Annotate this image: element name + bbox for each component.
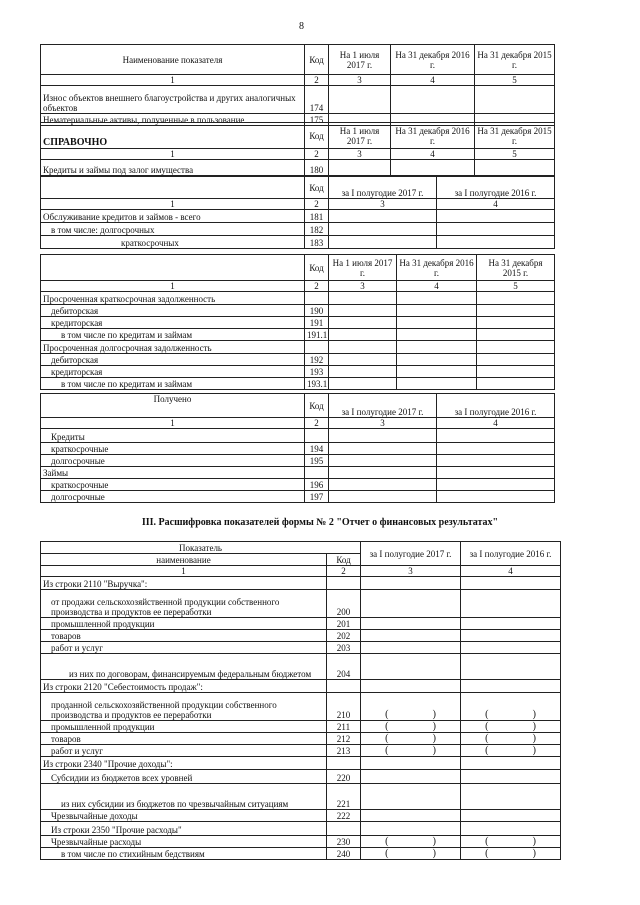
row-code: 175 (305, 114, 329, 126)
value-cell[interactable] (397, 329, 477, 341)
col-number: 1 (41, 75, 305, 86)
parenthesized-value: ( ) (485, 745, 536, 756)
value-cell[interactable] (361, 654, 461, 680)
value-cell[interactable] (461, 630, 561, 642)
col-number: 4 (391, 149, 475, 160)
col-number: 1 (41, 281, 305, 292)
header-period1: за I полугодие 2017 г. (329, 394, 437, 418)
value-cell[interactable] (437, 210, 555, 223)
row-code: 196 (305, 479, 329, 491)
row-label: долгосрочные (41, 455, 305, 467)
reference-title: СПРАВОЧНО (41, 123, 305, 149)
header-col2: На 31 декабря 2016 г. (397, 255, 477, 281)
value-cell[interactable] (329, 236, 437, 249)
value-cell[interactable] (397, 366, 477, 378)
value-cell[interactable] (329, 366, 397, 378)
row-label: кредиторская (41, 366, 305, 378)
header-col1: На 1 июля 2017 г. (329, 255, 397, 281)
row-label: краткосрочные (41, 443, 305, 455)
value-cell[interactable] (397, 378, 477, 390)
row-label: Займы (41, 467, 305, 479)
row-label: товаров (41, 630, 327, 642)
row-label: Кредиты и займы под залог имущества (41, 160, 305, 176)
table-reference (40, 122, 555, 176)
row-label: Из строки 2110 "Выручка": (41, 577, 327, 590)
table-received (40, 393, 555, 503)
parenthesized-value: ( ) (385, 709, 436, 720)
row-label: в том числе по стихийным бедствиям (41, 848, 327, 860)
header-indicator: Показатель (41, 542, 361, 554)
header-col3: На 31 декабря 2015 г. (477, 255, 555, 281)
row-label: Из строки 2340 "Прочие доходы": (41, 757, 327, 770)
row-label: промышленной продукции (41, 721, 327, 733)
header-col1: На 1 июля 2017 г. (329, 123, 391, 149)
row-label: Чрезвычайные доходы (41, 810, 327, 822)
col-number: 1 (41, 418, 305, 429)
row-label: Субсидии из бюджетов всех уровней (41, 770, 327, 784)
header-name: Наименование показателя (41, 45, 305, 75)
col-number: 2 (305, 199, 329, 210)
value-cell[interactable] (475, 86, 555, 114)
col-number: 1 (41, 199, 305, 210)
row-code: 222 (327, 810, 361, 822)
header-col2: На 31 декабря 2016 г. (391, 123, 475, 149)
row-label: Чрезвычайные расходы (41, 836, 327, 848)
parenthesized-value: ( ) (485, 836, 536, 847)
value-cell[interactable] (461, 693, 561, 721)
row-code: 211 (327, 721, 361, 733)
row-label: из них по договорам, финансируемым федеральным бюджетом (41, 654, 327, 680)
value-cell[interactable] (461, 618, 561, 630)
row-code: 192 (305, 354, 329, 366)
value-cell[interactable] (329, 223, 437, 236)
row-code (327, 757, 361, 770)
row-code: 191.1 (305, 329, 329, 341)
value-cell[interactable] (361, 642, 461, 654)
value-cell[interactable] (361, 590, 461, 618)
value-cell[interactable] (329, 160, 391, 176)
table-financial-results (40, 541, 561, 860)
value-cell[interactable] (361, 784, 461, 810)
row-label: в том числе: долгосрочных (41, 223, 305, 236)
row-code: 182 (305, 223, 329, 236)
row-code: 191 (305, 317, 329, 329)
header-period2: за I полугодие 2016 г. (437, 177, 555, 199)
col-number: 5 (475, 75, 555, 86)
value-cell[interactable] (461, 654, 561, 680)
row-code: 230 (327, 836, 361, 848)
row-code (305, 429, 329, 443)
parenthesized-value: ( ) (485, 709, 536, 720)
value-cell[interactable] (391, 86, 475, 114)
value-cell[interactable] (361, 745, 461, 757)
col-number: 2 (305, 418, 329, 429)
value-cell[interactable] (477, 305, 555, 317)
col-number: 3 (329, 75, 391, 86)
row-label: промышленной продукции (41, 618, 327, 630)
header-code: Код (305, 394, 329, 418)
row-label: Просроченная краткосрочная задолженность (41, 292, 305, 305)
value-cell[interactable] (329, 378, 397, 390)
row-label: от продажи сельскохозяйственной продукции собственного производства и продуктов ее переработки (41, 590, 327, 618)
value-cell[interactable] (361, 618, 461, 630)
row-code: 180 (305, 160, 329, 176)
row-code: 240 (327, 848, 361, 860)
header-period1: за I полугодие 2017 г. (329, 177, 437, 199)
row-code (327, 680, 361, 693)
col-number: 3 (329, 149, 391, 160)
row-code: 201 (327, 618, 361, 630)
col-number: 4 (461, 566, 561, 577)
value-cell[interactable] (437, 223, 555, 236)
row-code: 197 (305, 491, 329, 503)
received-title: Получено (41, 394, 305, 418)
row-code: 200 (327, 590, 361, 618)
value-cell[interactable] (461, 642, 561, 654)
col-number: 2 (305, 149, 329, 160)
value-cell[interactable] (477, 366, 555, 378)
row-label: из них субсидии из бюджетов по чрезвычайным ситуациям (41, 784, 327, 810)
value-cell[interactable] (361, 630, 461, 642)
table-depreciation (40, 44, 555, 126)
row-label: работ и услуг (41, 642, 327, 654)
row-label: дебиторская (41, 354, 305, 366)
value-cell[interactable] (437, 443, 555, 455)
header-period2: за I полугодие 2016 г. (461, 542, 561, 566)
table-overdue-debt (40, 254, 555, 390)
header-code: Код (327, 554, 361, 566)
row-code: 174 (305, 86, 329, 114)
row-code: 213 (327, 745, 361, 757)
value-cell[interactable] (361, 848, 461, 860)
row-code: 194 (305, 443, 329, 455)
header-col3: На 31 декабря 2015 г. (475, 123, 555, 149)
col-number: 3 (329, 418, 437, 429)
value-cell[interactable] (475, 160, 555, 176)
value-cell[interactable] (477, 354, 555, 366)
col-number: 3 (329, 281, 397, 292)
value-cell[interactable] (397, 354, 477, 366)
row-code: 204 (327, 654, 361, 680)
row-label: Кредиты (41, 429, 305, 443)
row-code: 183 (305, 236, 329, 249)
value-cell[interactable] (361, 770, 461, 784)
value-cell[interactable] (329, 317, 397, 329)
row-code: 202 (327, 630, 361, 642)
value-cell[interactable] (437, 491, 555, 503)
value-cell[interactable] (477, 378, 555, 390)
row-label: товаров (41, 733, 327, 745)
col-number: 1 (41, 149, 305, 160)
header-code: Код (305, 177, 329, 199)
value-cell[interactable] (361, 721, 461, 733)
page-number: 8 (299, 21, 304, 32)
row-code: 212 (327, 733, 361, 745)
header-col2: На 31 декабря 2016 г. (391, 45, 475, 75)
col-number: 4 (397, 281, 477, 292)
value-cell[interactable] (329, 86, 391, 114)
value-cell[interactable] (461, 745, 561, 757)
row-code: 193.1 (305, 378, 329, 390)
row-label: проданной сельскохозяйственной продукции собственного производства и продуктов ее переработки (41, 693, 327, 721)
value-cell[interactable] (461, 721, 561, 733)
table-loan-servicing (40, 176, 555, 249)
value-cell[interactable] (477, 329, 555, 341)
header-code: Код (305, 45, 329, 75)
row-label: Обслуживание кредитов и займов - всего (41, 210, 305, 223)
value-cell[interactable] (461, 810, 561, 822)
parenthesized-value: ( ) (485, 848, 536, 859)
value-cell[interactable] (361, 693, 461, 721)
row-label: кредиторская (41, 317, 305, 329)
value-cell[interactable] (477, 317, 555, 329)
row-label: Нематериальные активы, полученные в пользование (41, 114, 305, 126)
row-code: 190 (305, 305, 329, 317)
col-number: 2 (327, 566, 361, 577)
value-cell[interactable] (329, 455, 437, 467)
row-label: дебиторская (41, 305, 305, 317)
value-cell[interactable] (461, 784, 561, 810)
value-cell[interactable] (461, 590, 561, 618)
row-label: Из строки 2350 "Прочие расходы" (41, 822, 327, 836)
value-cell[interactable] (391, 160, 475, 176)
parenthesized-value: ( ) (485, 721, 536, 732)
value-cell[interactable] (461, 836, 561, 848)
col-number: 3 (361, 566, 461, 577)
col-number: 4 (437, 418, 555, 429)
col-number: 1 (41, 566, 327, 577)
header-code: Код (305, 123, 329, 149)
row-code: 210 (327, 693, 361, 721)
row-code: 181 (305, 210, 329, 223)
value-cell[interactable] (461, 770, 561, 784)
value-cell[interactable] (361, 733, 461, 745)
col-number: 3 (329, 199, 437, 210)
row-code (305, 292, 329, 305)
row-label: Износ объектов внешнего благоустройства и других аналогичных объектов (41, 86, 305, 114)
row-label: краткосрочные (41, 479, 305, 491)
header-col1: На 1 июля 2017 г. (329, 45, 391, 75)
row-code: 221 (327, 784, 361, 810)
row-label: краткосрочных (41, 236, 305, 249)
row-code (327, 822, 361, 836)
row-code: 203 (327, 642, 361, 654)
value-cell[interactable] (461, 848, 561, 860)
value-cell[interactable] (361, 836, 461, 848)
header-col3: На 31 декабря 2015 г. (475, 45, 555, 75)
value-cell[interactable] (361, 810, 461, 822)
value-cell[interactable] (329, 354, 397, 366)
value-cell[interactable] (397, 317, 477, 329)
value-cell[interactable] (437, 455, 555, 467)
parenthesized-value: ( ) (385, 721, 436, 732)
parenthesized-value: ( ) (385, 848, 436, 859)
value-cell[interactable] (329, 443, 437, 455)
value-cell[interactable] (397, 305, 477, 317)
col-number: 4 (437, 199, 555, 210)
parenthesized-value: ( ) (485, 733, 536, 744)
row-code (305, 341, 329, 354)
col-number: 2 (305, 281, 329, 292)
col-number: 5 (477, 281, 555, 292)
value-cell[interactable] (329, 210, 437, 223)
value-cell[interactable] (329, 491, 437, 503)
row-label: Просроченная долгосрочная задолженность (41, 341, 305, 354)
header-name: наименование (41, 554, 327, 566)
col-number: 2 (305, 75, 329, 86)
col-number: 5 (475, 149, 555, 160)
parenthesized-value: ( ) (385, 836, 436, 847)
value-cell[interactable] (437, 479, 555, 491)
row-label: в том числе по кредитам и займам (41, 378, 305, 390)
row-code (305, 467, 329, 479)
section-title: III. Расшифровка показателей формы № 2 "Отчет о финансовых результатах" (141, 517, 499, 528)
row-label: работ и услуг (41, 745, 327, 757)
value-cell[interactable] (329, 479, 437, 491)
row-label: долгосрочные (41, 491, 305, 503)
parenthesized-value: ( ) (385, 745, 436, 756)
header-period1: за I полугодие 2017 г. (361, 542, 461, 566)
value-cell[interactable] (461, 733, 561, 745)
row-label: в том числе по кредитам и займам (41, 329, 305, 341)
row-code: 220 (327, 770, 361, 784)
col-number: 4 (391, 75, 475, 86)
row-code: 195 (305, 455, 329, 467)
row-label: Из строки 2120 "Себестоимость продаж": (41, 680, 327, 693)
value-cell[interactable] (329, 329, 397, 341)
header-period2: за I полугодие 2016 г. (437, 394, 555, 418)
header-code: Код (305, 255, 329, 281)
row-code (327, 577, 361, 590)
row-code: 193 (305, 366, 329, 378)
value-cell[interactable] (437, 236, 555, 249)
parenthesized-value: ( ) (385, 733, 436, 744)
value-cell[interactable] (329, 305, 397, 317)
